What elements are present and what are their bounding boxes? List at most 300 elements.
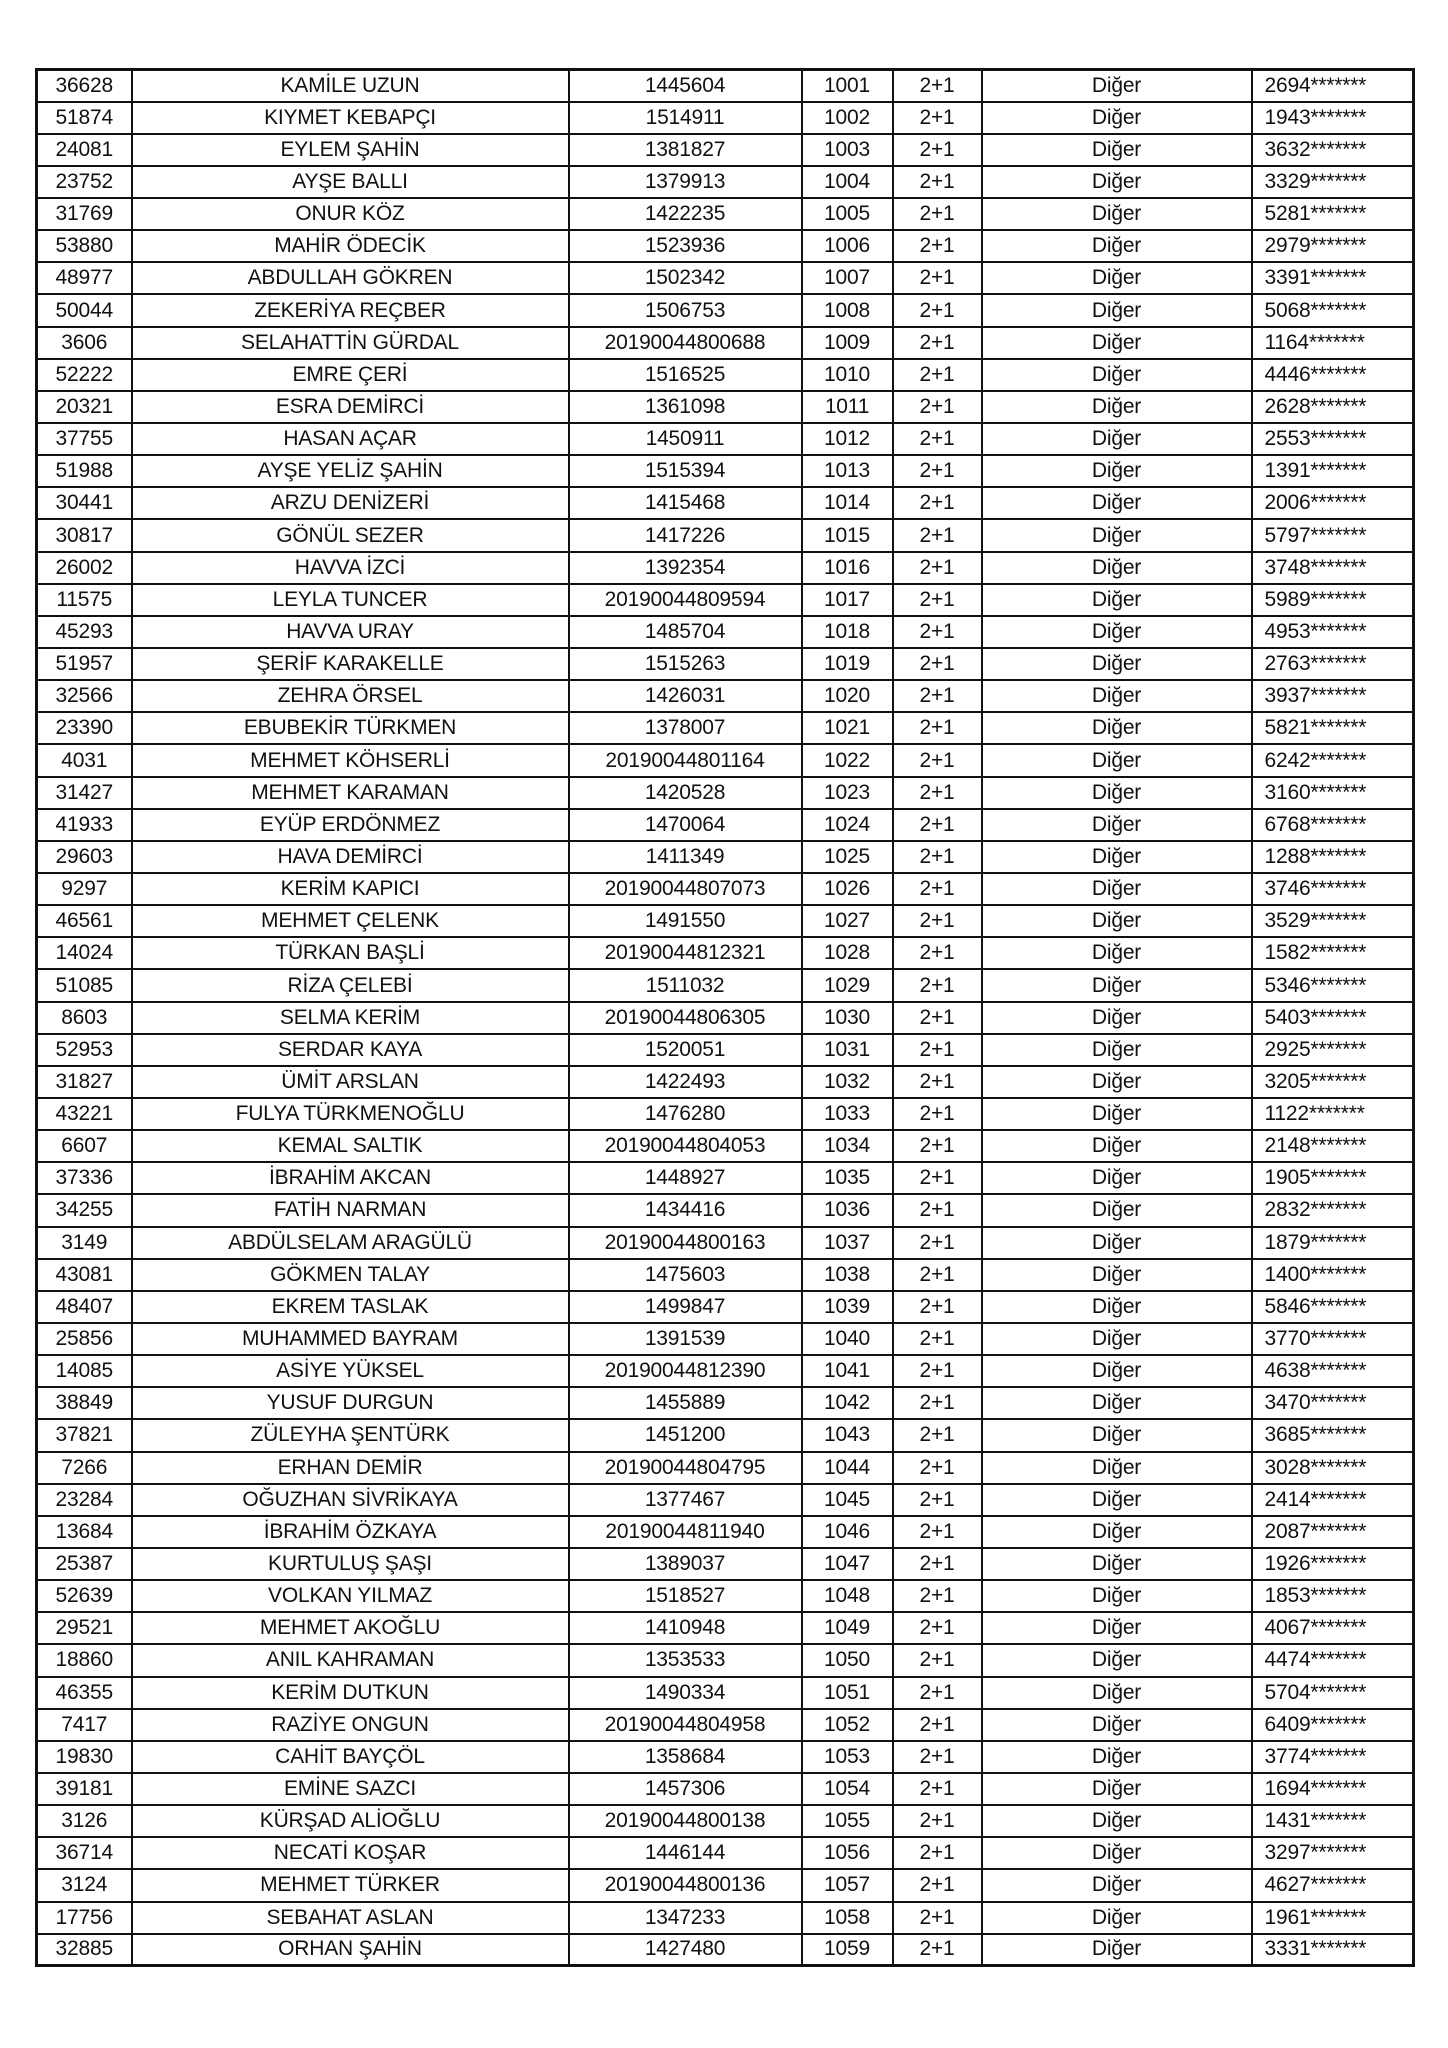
room-type-cell: 2+1 [893, 1902, 982, 1934]
category-cell: Diğer [982, 1869, 1252, 1901]
full-name-cell: EMİNE SAZCI [132, 1773, 569, 1805]
queue-no-cell: 1042 [802, 1387, 893, 1419]
application-no-cell: 48977 [37, 262, 132, 294]
masked-id-cell: 5821******* [1252, 712, 1414, 744]
table-row [37, 1580, 1414, 1612]
masked-id-cell: 1164******* [1252, 327, 1414, 359]
category-cell: Diğer [982, 327, 1252, 359]
masked-id-cell: 1943******* [1252, 102, 1414, 134]
application-no-cell: 6607 [37, 1130, 132, 1162]
table-row [37, 648, 1414, 680]
room-type-cell: 2+1 [893, 1869, 982, 1901]
reference-no-cell: 20190044809594 [569, 584, 802, 616]
application-no-cell: 46355 [37, 1677, 132, 1709]
category-cell: Diğer [982, 455, 1252, 487]
masked-id-cell: 3774******* [1252, 1741, 1414, 1773]
table-row [37, 1644, 1414, 1676]
full-name-cell: İBRAHİM ÖZKAYA [132, 1516, 569, 1548]
table-row [37, 1419, 1414, 1451]
reference-no-cell: 1490334 [569, 1677, 802, 1709]
queue-no-cell: 1015 [802, 519, 893, 551]
room-type-cell: 2+1 [893, 1355, 982, 1387]
queue-no-cell: 1025 [802, 841, 893, 873]
reference-no-cell: 20190044804958 [569, 1709, 802, 1741]
room-type-cell: 2+1 [893, 262, 982, 294]
masked-id-cell: 2925******* [1252, 1034, 1414, 1066]
masked-id-cell: 3028******* [1252, 1452, 1414, 1484]
queue-no-cell: 1047 [802, 1548, 893, 1580]
reference-no-cell: 1411349 [569, 841, 802, 873]
table-row [37, 1355, 1414, 1387]
room-type-cell: 2+1 [893, 841, 982, 873]
table-row [37, 262, 1414, 294]
room-type-cell: 2+1 [893, 1837, 982, 1869]
queue-no-cell: 1034 [802, 1130, 893, 1162]
room-type-cell: 2+1 [893, 1677, 982, 1709]
reference-no-cell: 20190044804053 [569, 1130, 802, 1162]
full-name-cell: ONUR KÖZ [132, 198, 569, 230]
room-type-cell: 2+1 [893, 552, 982, 584]
application-no-cell: 23752 [37, 166, 132, 198]
table-row [37, 230, 1414, 262]
masked-id-cell: 2628******* [1252, 391, 1414, 423]
table-row [37, 294, 1414, 326]
reference-no-cell: 20190044800163 [569, 1227, 802, 1259]
category-cell: Diğer [982, 616, 1252, 648]
full-name-cell: CAHİT BAYÇÖL [132, 1741, 569, 1773]
room-type-cell: 2+1 [893, 198, 982, 230]
category-cell: Diğer [982, 519, 1252, 551]
application-no-cell: 19830 [37, 1741, 132, 1773]
queue-no-cell: 1056 [802, 1837, 893, 1869]
table-row [37, 327, 1414, 359]
full-name-cell: HASAN AÇAR [132, 423, 569, 455]
room-type-cell: 2+1 [893, 294, 982, 326]
masked-id-cell: 3746******* [1252, 873, 1414, 905]
queue-no-cell: 1017 [802, 584, 893, 616]
table-row [37, 841, 1414, 873]
masked-id-cell: 3160******* [1252, 777, 1414, 809]
queue-no-cell: 1031 [802, 1034, 893, 1066]
masked-id-cell: 5704******* [1252, 1677, 1414, 1709]
queue-no-cell: 1043 [802, 1419, 893, 1451]
category-cell: Diğer [982, 1291, 1252, 1323]
category-cell: Diğer [982, 487, 1252, 519]
full-name-cell: MUHAMMED BAYRAM [132, 1323, 569, 1355]
masked-id-cell: 1905******* [1252, 1162, 1414, 1194]
reference-no-cell: 1378007 [569, 712, 802, 744]
reference-no-cell: 1476280 [569, 1098, 802, 1130]
table-row [37, 487, 1414, 519]
queue-no-cell: 1002 [802, 102, 893, 134]
table-row [37, 1034, 1414, 1066]
masked-id-cell: 5068******* [1252, 294, 1414, 326]
masked-id-cell: 1400******* [1252, 1259, 1414, 1291]
application-no-cell: 38849 [37, 1387, 132, 1419]
application-no-cell: 51085 [37, 969, 132, 1001]
table-row [37, 1773, 1414, 1805]
masked-id-cell: 1288******* [1252, 841, 1414, 873]
room-type-cell: 2+1 [893, 1227, 982, 1259]
reference-no-cell: 20190044812321 [569, 937, 802, 969]
masked-id-cell: 5403******* [1252, 1002, 1414, 1034]
masked-id-cell: 1694******* [1252, 1773, 1414, 1805]
table-row [37, 1452, 1414, 1484]
application-no-cell: 4031 [37, 744, 132, 776]
category-cell: Diğer [982, 423, 1252, 455]
table-row [37, 1130, 1414, 1162]
queue-no-cell: 1007 [802, 262, 893, 294]
masked-id-cell: 1879******* [1252, 1227, 1414, 1259]
table-row [37, 969, 1414, 1001]
table-row [37, 1837, 1414, 1869]
reference-no-cell: 1450911 [569, 423, 802, 455]
room-type-cell: 2+1 [893, 455, 982, 487]
category-cell: Diğer [982, 1034, 1252, 1066]
table-row [37, 712, 1414, 744]
application-no-cell: 34255 [37, 1194, 132, 1226]
room-type-cell: 2+1 [893, 519, 982, 551]
application-no-cell: 20321 [37, 391, 132, 423]
full-name-cell: SELAHATTİN GÜRDAL [132, 327, 569, 359]
application-no-cell: 36628 [37, 70, 132, 102]
queue-no-cell: 1048 [802, 1580, 893, 1612]
application-no-cell: 50044 [37, 294, 132, 326]
masked-id-cell: 1431******* [1252, 1805, 1414, 1837]
room-type-cell: 2+1 [893, 744, 982, 776]
reference-no-cell: 1502342 [569, 262, 802, 294]
full-name-cell: MEHMET KÖHSERLİ [132, 744, 569, 776]
room-type-cell: 2+1 [893, 1098, 982, 1130]
reference-no-cell: 1455889 [569, 1387, 802, 1419]
room-type-cell: 2+1 [893, 1259, 982, 1291]
full-name-cell: TÜRKAN BAŞLİ [132, 937, 569, 969]
queue-no-cell: 1057 [802, 1869, 893, 1901]
queue-no-cell: 1004 [802, 166, 893, 198]
category-cell: Diğer [982, 1741, 1252, 1773]
room-type-cell: 2+1 [893, 1805, 982, 1837]
queue-no-cell: 1027 [802, 905, 893, 937]
category-cell: Diğer [982, 873, 1252, 905]
masked-id-cell: 4638******* [1252, 1355, 1414, 1387]
category-cell: Diğer [982, 969, 1252, 1001]
category-cell: Diğer [982, 1002, 1252, 1034]
full-name-cell: FATİH NARMAN [132, 1194, 569, 1226]
table-row [37, 1484, 1414, 1516]
application-no-cell: 43081 [37, 1259, 132, 1291]
full-name-cell: İBRAHİM AKCAN [132, 1162, 569, 1194]
room-type-cell: 2+1 [893, 1934, 982, 1966]
full-name-cell: LEYLA TUNCER [132, 584, 569, 616]
queue-no-cell: 1044 [802, 1452, 893, 1484]
table-row [37, 552, 1414, 584]
reference-no-cell: 1391539 [569, 1323, 802, 1355]
room-type-cell: 2+1 [893, 1773, 982, 1805]
full-name-cell: EYÜP ERDÖNMEZ [132, 809, 569, 841]
reference-no-cell: 1427480 [569, 1934, 802, 1966]
application-no-cell: 3124 [37, 1869, 132, 1901]
room-type-cell: 2+1 [893, 230, 982, 262]
full-name-cell: ZEKERİYA REÇBER [132, 294, 569, 326]
full-name-cell: RAZİYE ONGUN [132, 1709, 569, 1741]
category-cell: Diğer [982, 1773, 1252, 1805]
application-no-cell: 24081 [37, 134, 132, 166]
reference-no-cell: 1422235 [569, 198, 802, 230]
room-type-cell: 2+1 [893, 1323, 982, 1355]
category-cell: Diğer [982, 584, 1252, 616]
full-name-cell: FULYA TÜRKMENOĞLU [132, 1098, 569, 1130]
category-cell: Diğer [982, 391, 1252, 423]
application-no-cell: 31427 [37, 777, 132, 809]
reference-no-cell: 1491550 [569, 905, 802, 937]
reference-no-cell: 20190044800136 [569, 1869, 802, 1901]
room-type-cell: 2+1 [893, 166, 982, 198]
queue-no-cell: 1038 [802, 1259, 893, 1291]
reference-no-cell: 1381827 [569, 134, 802, 166]
room-type-cell: 2+1 [893, 969, 982, 1001]
reference-no-cell: 1389037 [569, 1548, 802, 1580]
full-name-cell: EKREM TASLAK [132, 1291, 569, 1323]
category-cell: Diğer [982, 648, 1252, 680]
queue-no-cell: 1040 [802, 1323, 893, 1355]
category-cell: Diğer [982, 1548, 1252, 1580]
room-type-cell: 2+1 [893, 584, 982, 616]
masked-id-cell: 2148******* [1252, 1130, 1414, 1162]
room-type-cell: 2+1 [893, 1034, 982, 1066]
application-no-cell: 25387 [37, 1548, 132, 1580]
application-no-cell: 43221 [37, 1098, 132, 1130]
full-name-cell: MEHMET AKOĞLU [132, 1612, 569, 1644]
masked-id-cell: 5281******* [1252, 198, 1414, 230]
queue-no-cell: 1053 [802, 1741, 893, 1773]
masked-id-cell: 5346******* [1252, 969, 1414, 1001]
masked-id-cell: 3748******* [1252, 552, 1414, 584]
queue-no-cell: 1030 [802, 1002, 893, 1034]
category-cell: Diğer [982, 1387, 1252, 1419]
table-row [37, 744, 1414, 776]
application-no-cell: 52222 [37, 359, 132, 391]
full-name-cell: YUSUF DURGUN [132, 1387, 569, 1419]
application-no-cell: 29521 [37, 1612, 132, 1644]
application-no-cell: 13684 [37, 1516, 132, 1548]
masked-id-cell: 2763******* [1252, 648, 1414, 680]
queue-no-cell: 1005 [802, 198, 893, 230]
table-row [37, 455, 1414, 487]
reference-no-cell: 1451200 [569, 1419, 802, 1451]
category-cell: Diğer [982, 294, 1252, 326]
queue-no-cell: 1010 [802, 359, 893, 391]
room-type-cell: 2+1 [893, 648, 982, 680]
queue-no-cell: 1050 [802, 1644, 893, 1676]
reference-no-cell: 20190044806305 [569, 1002, 802, 1034]
category-cell: Diğer [982, 1644, 1252, 1676]
application-no-cell: 31827 [37, 1066, 132, 1098]
masked-id-cell: 5846******* [1252, 1291, 1414, 1323]
full-name-cell: AYŞE YELİZ ŞAHİN [132, 455, 569, 487]
reference-no-cell: 1506753 [569, 294, 802, 326]
application-no-cell: 51957 [37, 648, 132, 680]
application-no-cell: 23284 [37, 1484, 132, 1516]
full-name-cell: EMRE ÇERİ [132, 359, 569, 391]
table-row [37, 1612, 1414, 1644]
full-name-cell: ABDULLAH GÖKREN [132, 262, 569, 294]
room-type-cell: 2+1 [893, 680, 982, 712]
queue-no-cell: 1046 [802, 1516, 893, 1548]
queue-no-cell: 1024 [802, 809, 893, 841]
queue-no-cell: 1029 [802, 969, 893, 1001]
application-no-cell: 14085 [37, 1355, 132, 1387]
applicant-list-table [35, 68, 1415, 1967]
category-cell: Diğer [982, 1259, 1252, 1291]
table-row [37, 777, 1414, 809]
category-cell: Diğer [982, 1516, 1252, 1548]
masked-id-cell: 2006******* [1252, 487, 1414, 519]
queue-no-cell: 1054 [802, 1773, 893, 1805]
masked-id-cell: 6242******* [1252, 744, 1414, 776]
room-type-cell: 2+1 [893, 1644, 982, 1676]
queue-no-cell: 1026 [802, 873, 893, 905]
queue-no-cell: 1006 [802, 230, 893, 262]
application-no-cell: 32885 [37, 1934, 132, 1966]
reference-no-cell: 1417226 [569, 519, 802, 551]
room-type-cell: 2+1 [893, 905, 982, 937]
queue-no-cell: 1001 [802, 70, 893, 102]
table-row [37, 1548, 1414, 1580]
full-name-cell: VOLKAN YILMAZ [132, 1580, 569, 1612]
category-cell: Diğer [982, 1484, 1252, 1516]
reference-no-cell: 1420528 [569, 777, 802, 809]
application-no-cell: 45293 [37, 616, 132, 648]
category-cell: Diğer [982, 1066, 1252, 1098]
table-body [37, 70, 1414, 1966]
reference-no-cell: 1523936 [569, 230, 802, 262]
queue-no-cell: 1058 [802, 1902, 893, 1934]
reference-no-cell: 1434416 [569, 1194, 802, 1226]
reference-no-cell: 20190044800688 [569, 327, 802, 359]
table-row [37, 616, 1414, 648]
room-type-cell: 2+1 [893, 809, 982, 841]
table-row [37, 809, 1414, 841]
category-cell: Diğer [982, 102, 1252, 134]
queue-no-cell: 1028 [802, 937, 893, 969]
queue-no-cell: 1009 [802, 327, 893, 359]
masked-id-cell: 1961******* [1252, 1902, 1414, 1934]
queue-no-cell: 1013 [802, 455, 893, 487]
application-no-cell: 18860 [37, 1644, 132, 1676]
table-row [37, 1066, 1414, 1098]
application-no-cell: 30441 [37, 487, 132, 519]
room-type-cell: 2+1 [893, 1130, 982, 1162]
masked-id-cell: 1122******* [1252, 1098, 1414, 1130]
masked-id-cell: 1853******* [1252, 1580, 1414, 1612]
category-cell: Diğer [982, 134, 1252, 166]
table-row [37, 1387, 1414, 1419]
full-name-cell: MEHMET ÇELENK [132, 905, 569, 937]
queue-no-cell: 1014 [802, 487, 893, 519]
category-cell: Diğer [982, 1902, 1252, 1934]
masked-id-cell: 2694******* [1252, 70, 1414, 102]
category-cell: Diğer [982, 1805, 1252, 1837]
queue-no-cell: 1003 [802, 134, 893, 166]
room-type-cell: 2+1 [893, 1709, 982, 1741]
application-no-cell: 31769 [37, 198, 132, 230]
room-type-cell: 2+1 [893, 423, 982, 455]
table-row [37, 1869, 1414, 1901]
application-no-cell: 3606 [37, 327, 132, 359]
table-row [37, 905, 1414, 937]
table-row [37, 680, 1414, 712]
category-cell: Diğer [982, 1419, 1252, 1451]
application-no-cell: 51874 [37, 102, 132, 134]
room-type-cell: 2+1 [893, 1548, 982, 1580]
reference-no-cell: 1377467 [569, 1484, 802, 1516]
category-cell: Diğer [982, 230, 1252, 262]
table-row [37, 873, 1414, 905]
masked-id-cell: 3205******* [1252, 1066, 1414, 1098]
queue-no-cell: 1049 [802, 1612, 893, 1644]
reference-no-cell: 1426031 [569, 680, 802, 712]
category-cell: Diğer [982, 809, 1252, 841]
queue-no-cell: 1016 [802, 552, 893, 584]
masked-id-cell: 3391******* [1252, 262, 1414, 294]
application-no-cell: 48407 [37, 1291, 132, 1323]
full-name-cell: GÖNÜL SEZER [132, 519, 569, 551]
reference-no-cell: 1446144 [569, 1837, 802, 1869]
masked-id-cell: 2832******* [1252, 1194, 1414, 1226]
masked-id-cell: 1582******* [1252, 937, 1414, 969]
category-cell: Diğer [982, 1130, 1252, 1162]
room-type-cell: 2+1 [893, 134, 982, 166]
category-cell: Diğer [982, 1194, 1252, 1226]
reference-no-cell: 1457306 [569, 1773, 802, 1805]
application-no-cell: 52639 [37, 1580, 132, 1612]
category-cell: Diğer [982, 905, 1252, 937]
table-row [37, 166, 1414, 198]
table-row [37, 1227, 1414, 1259]
queue-no-cell: 1052 [802, 1709, 893, 1741]
masked-id-cell: 3937******* [1252, 680, 1414, 712]
application-no-cell: 25856 [37, 1323, 132, 1355]
application-no-cell: 30817 [37, 519, 132, 551]
full-name-cell: HAVA DEMİRCİ [132, 841, 569, 873]
queue-no-cell: 1023 [802, 777, 893, 809]
application-no-cell: 32566 [37, 680, 132, 712]
application-no-cell: 23390 [37, 712, 132, 744]
application-no-cell: 3149 [37, 1227, 132, 1259]
masked-id-cell: 6409******* [1252, 1709, 1414, 1741]
masked-id-cell: 1926******* [1252, 1548, 1414, 1580]
queue-no-cell: 1021 [802, 712, 893, 744]
reference-no-cell: 1499847 [569, 1291, 802, 1323]
masked-id-cell: 3685******* [1252, 1419, 1414, 1451]
room-type-cell: 2+1 [893, 1194, 982, 1226]
table-row [37, 1677, 1414, 1709]
queue-no-cell: 1059 [802, 1934, 893, 1966]
room-type-cell: 2+1 [893, 70, 982, 102]
reference-no-cell: 1392354 [569, 552, 802, 584]
category-cell: Diğer [982, 841, 1252, 873]
full-name-cell: GÖKMEN TALAY [132, 1259, 569, 1291]
queue-no-cell: 1012 [802, 423, 893, 455]
category-cell: Diğer [982, 70, 1252, 102]
category-cell: Diğer [982, 1580, 1252, 1612]
reference-no-cell: 1448927 [569, 1162, 802, 1194]
full-name-cell: NECATİ KOŞAR [132, 1837, 569, 1869]
masked-id-cell: 4953******* [1252, 616, 1414, 648]
room-type-cell: 2+1 [893, 1291, 982, 1323]
table-row [37, 1805, 1414, 1837]
room-type-cell: 2+1 [893, 1452, 982, 1484]
